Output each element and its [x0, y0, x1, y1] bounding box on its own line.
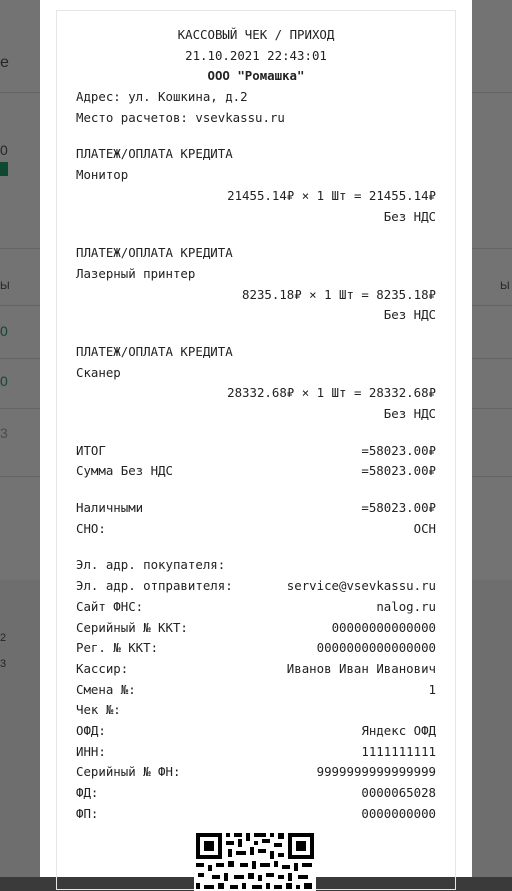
- item-calc: 8235.18₽ × 1 Шт = 8235.18₽: [242, 286, 436, 302]
- fns-site-value: nalog.ru: [376, 598, 436, 614]
- receipt-modal: [40, 0, 472, 877]
- item-type: ПЛАТЕЖ/ОПЛАТА КРЕДИТА: [76, 245, 233, 261]
- fn-serial-label: Серийный № ФН:: [76, 764, 181, 780]
- item-vat: Без НДС: [383, 307, 436, 323]
- detail-row: [57, 700, 455, 721]
- kkt-serial-value: 00000000000000: [331, 619, 436, 635]
- total-row: [57, 441, 455, 462]
- inn-label: ИНН:: [76, 743, 106, 759]
- ofd-value: Яндекс ОФД: [361, 722, 436, 738]
- receipt-item: [57, 342, 455, 425]
- receipt-address: Адрес: ул. Кошкина, д.2: [76, 89, 248, 105]
- item-type: ПЛАТЕЖ/ОПЛАТА КРЕДИТА: [76, 343, 233, 359]
- tax-system-value: ОСН: [413, 520, 436, 536]
- detail-row: [57, 783, 455, 804]
- spacer: [57, 227, 455, 243]
- item-name: Сканер: [76, 364, 121, 380]
- receipt-item: [57, 243, 455, 326]
- total-value: =58023.00₽: [361, 442, 436, 458]
- cashier-value: Иванов Иван Иванович: [286, 660, 436, 676]
- detail-row: [57, 638, 455, 659]
- receipt-item: [57, 144, 455, 227]
- detail-row: [57, 680, 455, 701]
- item-name: Лазерный принтер: [76, 265, 196, 281]
- kkt-reg-value: 0000000000000000: [316, 640, 436, 656]
- total-novat-label: Сумма Без НДС: [76, 463, 173, 479]
- detail-row: [57, 762, 455, 783]
- spacer: [57, 539, 455, 555]
- tax-system-label: СНО:: [76, 520, 106, 536]
- total-novat-value: =58023.00₽: [361, 463, 436, 479]
- kkt-serial-label: Серийный № ККТ:: [76, 619, 188, 635]
- fp-label: ФП:: [76, 805, 99, 821]
- fd-value: 0000065028: [361, 785, 436, 800]
- total-label: ИТОГ: [76, 442, 106, 458]
- receipt-datetime: 21.10.2021 22:43:01: [185, 47, 327, 63]
- payment-cash-label: Наличными: [76, 500, 144, 516]
- qr-code-icon: [194, 831, 316, 891]
- payment-cash-row: [57, 498, 455, 519]
- item-calc: 28332.68₽ × 1 Шт = 28332.68₽: [227, 385, 436, 401]
- item-name: Монитор: [76, 167, 129, 183]
- shift-label: Смена №:: [76, 681, 136, 697]
- tax-system-row: [57, 519, 455, 540]
- fd-label: ФД:: [76, 785, 99, 800]
- receipt-title: КАССОВЫЙ ЧЕК / ПРИХОД: [177, 27, 335, 42]
- detail-row: [57, 618, 455, 639]
- item-calc: 21455.14₽ × 1 Шт = 21455.14₽: [227, 187, 436, 203]
- detail-row: [57, 721, 455, 742]
- item-vat: Без НДС: [383, 406, 436, 421]
- receipt-company: ООО "Ромашка": [207, 68, 305, 84]
- payment-cash-value: =58023.00₽: [361, 500, 436, 516]
- fn-serial-value: 9999999999999999: [316, 764, 436, 780]
- fp-value: 0000000000: [361, 805, 436, 821]
- total-novat-row: [57, 461, 455, 482]
- shift-value: 1: [428, 681, 436, 697]
- spacer: [57, 326, 455, 342]
- receipt-place: Место расчетов: vsevkassu.ru: [76, 109, 285, 125]
- receipt: [56, 10, 456, 890]
- check-number-label: Чек №:: [76, 702, 121, 718]
- inn-value: 1111111111: [361, 743, 436, 759]
- sender-email-label: Эл. адр. отправителя:: [76, 578, 233, 594]
- detail-row: [57, 576, 455, 597]
- ofd-label: ОФД:: [76, 722, 106, 738]
- item-type: ПЛАТЕЖ/ОПЛАТА КРЕДИТА: [76, 146, 233, 162]
- fns-site-label: Сайт ФНС:: [76, 598, 144, 614]
- item-vat: Без НДС: [383, 208, 436, 224]
- spacer: [57, 425, 455, 441]
- detail-row: [57, 804, 455, 825]
- cashier-label: Кассир:: [76, 660, 129, 676]
- kkt-reg-label: Рег. № ККТ:: [76, 640, 159, 656]
- detail-row: [57, 742, 455, 763]
- detail-row: [57, 597, 455, 618]
- buyer-email-label: Эл. адр. покупателя:: [76, 557, 226, 573]
- spacer: [57, 128, 455, 144]
- sender-email-value: service@vsevkassu.ru: [286, 578, 436, 594]
- spacer: [57, 482, 455, 498]
- detail-row: [57, 659, 455, 680]
